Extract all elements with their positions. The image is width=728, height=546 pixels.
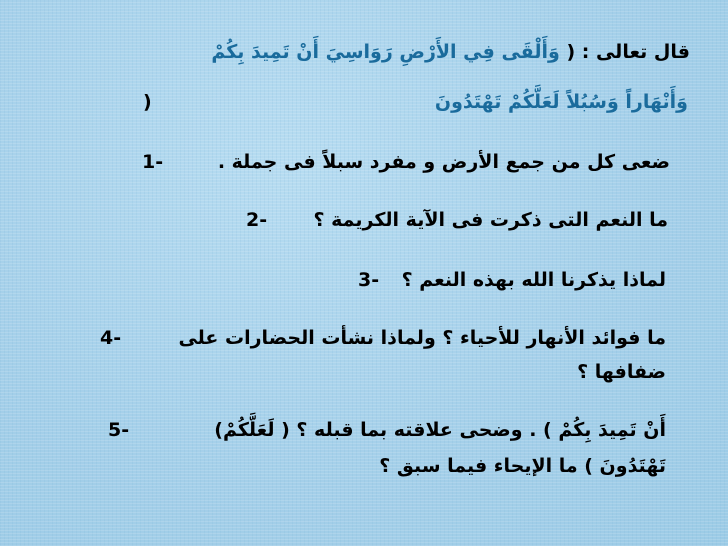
question-1-text: ضعى كل من جمع الأرض و مفرد سبلاً فى جملة . bbox=[217, 151, 670, 173]
question-3 bbox=[366, 268, 666, 292]
question-2 bbox=[238, 208, 668, 232]
question-4 bbox=[136, 326, 666, 350]
question-1-number: 1- bbox=[142, 151, 164, 173]
question-4-number: 4- bbox=[100, 327, 122, 349]
verse-text-line-1: وَأَلْقَى فِي الأَرْضِ رَوَاسِيَ أَنْ تَمِيدَ بِكُمْ bbox=[211, 41, 560, 63]
question-2-number: 2- bbox=[246, 209, 268, 231]
verse-line-2 bbox=[88, 90, 688, 114]
verse-text-line-2: وَأَنْهَاراً وَسُبُلاً لَعَلَّكُمْ تَهْتَدُونَ bbox=[434, 91, 688, 113]
question-5-continuation: تَهْتَدُونَ ) ما الإيحاء فيما سبق ؟ bbox=[379, 455, 666, 477]
verse-line-1 bbox=[70, 40, 690, 64]
verse-prefix: قال تعالى : bbox=[581, 41, 690, 63]
question-2-text: ما النعم التى ذكرت فى الآية الكريمة ؟ bbox=[313, 209, 668, 231]
question-3-number: 3- bbox=[358, 269, 380, 291]
question-4-text: ما فوائد الأنهار للأحياء ؟ ولماذا نشأت الحضارات على bbox=[178, 327, 666, 349]
question-5-text: أَنْ تَمِيدَ بِكُمْ ) . وضحى علاقته بما قبله ؟ ( لَعَلَّكُمْ) bbox=[214, 419, 666, 441]
verse-close-paren: ) bbox=[143, 91, 152, 113]
verse-open-paren: ( bbox=[566, 41, 576, 63]
question-3-text: لماذا يذكرنا الله بهذه النعم ؟ bbox=[401, 269, 666, 291]
question-5 bbox=[126, 418, 666, 442]
question-5-number: 5- bbox=[108, 419, 130, 441]
question-4-continuation: ضفافها ؟ bbox=[577, 361, 666, 383]
